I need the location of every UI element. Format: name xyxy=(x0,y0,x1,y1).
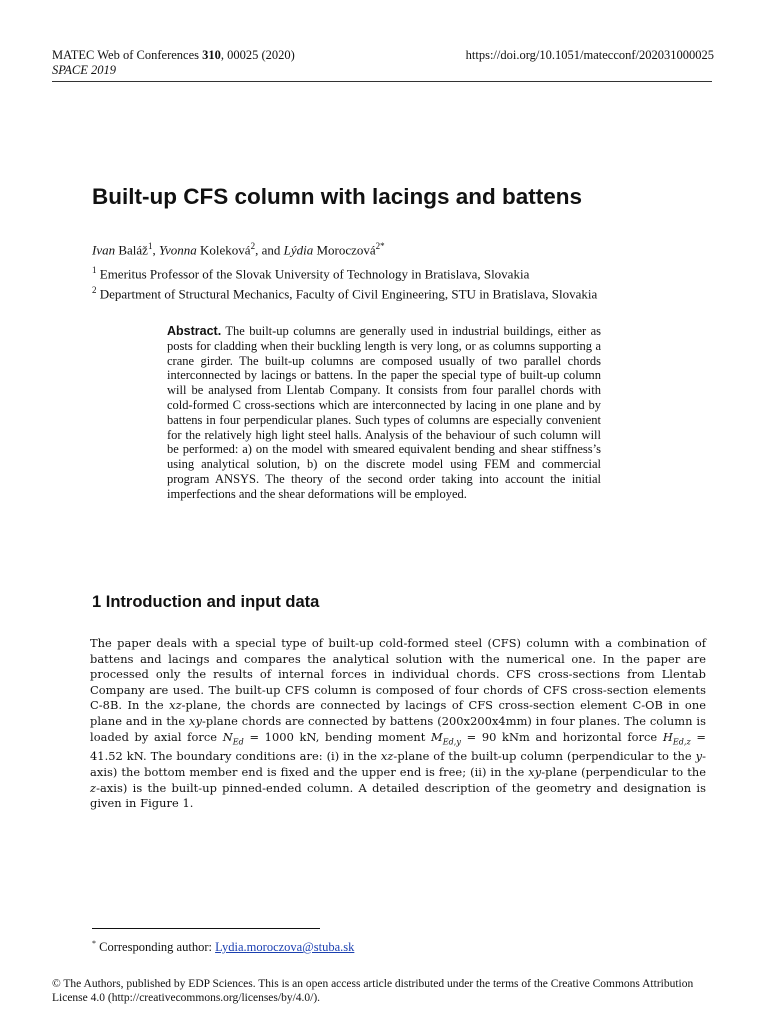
author-last-name: Moroczová xyxy=(316,242,376,258)
author-first-name: Yvonna xyxy=(158,242,197,258)
journal-citation: MATEC Web of Conferences 310, 00025 (2020) xyxy=(52,48,295,62)
abstract-text: The built-up columns are generally used in industrial buildings, either as posts for cladding when their buckling length is very long, or as columns supporting a crane girder. The built-up columns are composed usually of two parallel chords interconnected by lacings or battens. In the paper the special type of built-up column will be analysed from Llentab Company. It consists from four parallel chords with cold-formed C cross-sections which are interconnected by lacing in one plane and by battens in four perpendicular planes. Such types of columns are especially convenient for the relatively high light steel halls. Analysis of the behaviour of such column will be performed: a) on the model with smeared equivalent bending and shear stiffness’s using analytical solution, b) on the discrete model using FEM and commercial program ANSYS. The theory of the second order taking into account the initial imperfections and the shear deformations will be employed. xyxy=(167,324,601,501)
affiliations xyxy=(92,262,597,303)
math-symbol: N xyxy=(222,729,233,744)
author-first-name: Lýdia xyxy=(283,242,314,258)
abstract xyxy=(167,324,601,502)
plane-label: xz xyxy=(169,698,182,713)
footnote-mark: * xyxy=(92,939,96,948)
doi-link[interactable]: https://doi.org/10.1051/matecconf/202031000025 xyxy=(465,48,714,62)
axis-label: y xyxy=(695,749,703,764)
conference-name: SPACE 2019 xyxy=(52,63,117,77)
math-subscript: Ed,z xyxy=(672,736,691,746)
license-notice: © The Authors, published by EDP Sciences. This is an open access article distributed under the terms of the Creative Commons Attribution License 4.0 (http://creativecommons.org/licenses/by/4.0/). xyxy=(52,978,694,1004)
footnote-divider xyxy=(92,928,320,929)
author-affil-mark: 2* xyxy=(375,241,385,251)
plane-label: xz xyxy=(380,749,394,764)
author-affil-mark: 2 xyxy=(250,241,256,251)
axis-label: z xyxy=(90,780,97,795)
affiliation: $^2$ Department of Structural Mechanics, Faculty of Civil Engineering, STU in Bratislava, Slovakia xyxy=(92,285,598,302)
header-divider xyxy=(52,81,712,82)
affiliation: $^1$ Emeritus Professor of the Slovak University of Technology in Bratislava, Slovakia xyxy=(92,265,530,282)
author-email-link[interactable]: Lydia.moroczova@stuba.sk xyxy=(215,940,355,955)
paper-title: Built-up CFS column with lacings and battens xyxy=(92,184,583,209)
section-heading: 1 Introduction and input data xyxy=(92,593,320,611)
math-subscript: Ed,y xyxy=(442,736,461,746)
author-list: Ivan Baláž$^1$, Yvonna Koleková$^2$, and Lýdia Moroczová$^{2*}$ xyxy=(92,241,385,258)
math-symbol: H xyxy=(662,729,673,744)
footnote: * Corresponding author: Lydia.moroczova@stuba.sk xyxy=(92,939,355,955)
author-affil-mark: 1 xyxy=(147,241,153,251)
volume-number: 310 xyxy=(202,48,221,62)
body-paragraph: The paper deals with a special type of built-up cold-formed steel (CFS) column with a combination of battens and lacings and compares the analytical solution with the numerical one. In the paper are processed only the results of internal forces in individual chords. CFS cross-sections from Llentab Company are used. The built-up CFS column is composed of four chords of CFS cross-section elements C-8B. In the xz-plane, the chords are connected by lacings of CFS cross-section element C-OB in one plane and in the xy-plane chords are connected by battens (200x200x4mm) in four planes. The column is loaded by axial force $N_{Ed} = 1000$ kN, bending moment $M_{Ed,y} = 90$ kNm and horizontal force $H_{Ed,z} = 41.52$ kN. The boundary conditions are: (i) in the xz-plane of the built-up column (perpendicular to the y-axis) the bottom member end is fixed and the upper end is free; (ii) in the xy-plane (perpendicular to the z-axis) is the built-up pinned-ended column. A detailed description of the geometry and designation is given in Figure 1. xyxy=(90,636,707,811)
author-first-name: Ivan xyxy=(92,242,116,258)
abstract-label: Abstract. xyxy=(167,324,222,338)
author-last-name: Koleková xyxy=(200,242,251,258)
plane-label: xy xyxy=(189,713,202,728)
math-symbol: M xyxy=(431,729,443,744)
author-last-name: Baláž xyxy=(118,242,148,258)
plane-label: xy xyxy=(528,765,542,780)
math-subscript: Ed xyxy=(232,736,244,746)
